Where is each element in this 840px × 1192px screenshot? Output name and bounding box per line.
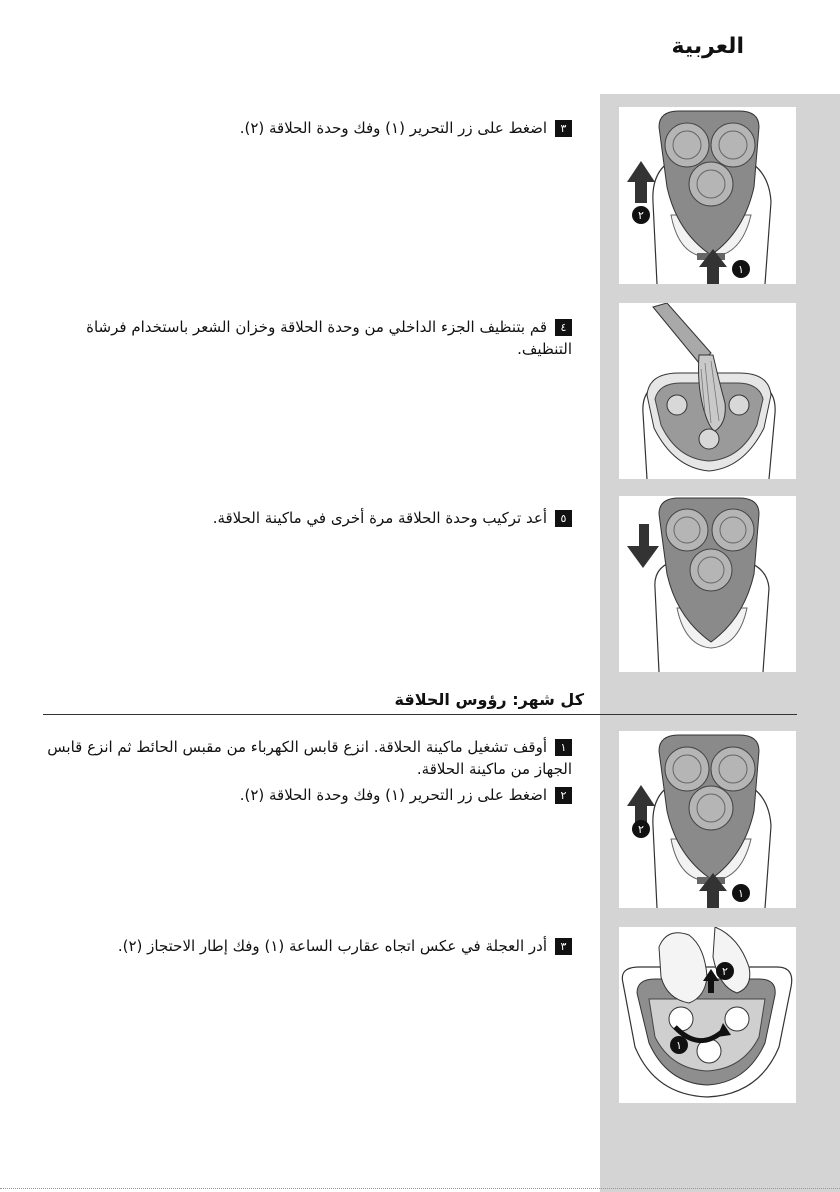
section-rule [43,714,797,715]
step-number-badge: ٥ [555,510,572,527]
step-text: اضغط على زر التحرير (١) وفك وحدة الحلاقة (٢). [239,786,547,804]
page-bottom-dotted-line [0,1188,840,1189]
step-s2-2 [240,784,572,806]
step-text: قم بتنظيف الجزء الداخلي من وحدة الحلاقة وخزان الشعر باستخدام فرشاة التنظيف. [86,318,572,358]
step-number-badge: ٣ [555,120,572,137]
callout-two: ٢ [638,823,644,836]
step-number-badge: ٣ [555,938,572,955]
step-s2-1 [42,736,572,780]
step-number-badge: ٢ [555,787,572,804]
down-arrow-icon [627,524,659,568]
panel-pointer [600,502,619,520]
shaver-release-illustration [619,107,796,284]
shaver-release-illustration [619,731,796,908]
step-s2-3 [118,935,572,957]
step-s1-5 [213,507,572,529]
callout-two: ٢ [638,209,644,222]
callout-one: ١ [738,263,744,276]
step-text: أوقف تشغيل ماكينة الحلاقة. انزع قابس الكهرباء من مقبس الحائط ثم انزع قابس الجهاز من ماكينة الحلاقة. [47,738,572,778]
shaver-brush-illustration [619,303,796,479]
shaver-retaining-frame-illustration [619,927,796,1103]
panel-pointer [600,930,619,948]
callout-two: ٢ [722,965,728,978]
step-number-badge: ١ [555,739,572,756]
language-heading: العربية [671,34,744,59]
section-heading: كل شهر: رؤوس الحلاقة [394,690,584,709]
step-text: أعد تركيب وحدة الحلاقة مرة أخرى في ماكينة الحلاقة. [212,509,547,527]
step-text: أدر العجلة في عكس اتجاه عقارب الساعة (١) وفك إطار الاحتجاز (٢). [117,937,547,955]
step-s1-3 [240,117,572,139]
panel-pointer [600,112,619,130]
step-number-badge: ٤ [555,319,572,336]
step-text: اضغط على زر التحرير (١) وفك وحدة الحلاقة (٢). [239,119,547,137]
shaver-reattach-illustration [619,496,796,672]
step-s1-4 [52,316,572,360]
panel-pointer [600,311,619,329]
up-arrow-icon [627,161,655,203]
callout-one: ١ [676,1039,682,1052]
callout-one: ١ [738,887,744,900]
panel-pointer [600,778,619,796]
